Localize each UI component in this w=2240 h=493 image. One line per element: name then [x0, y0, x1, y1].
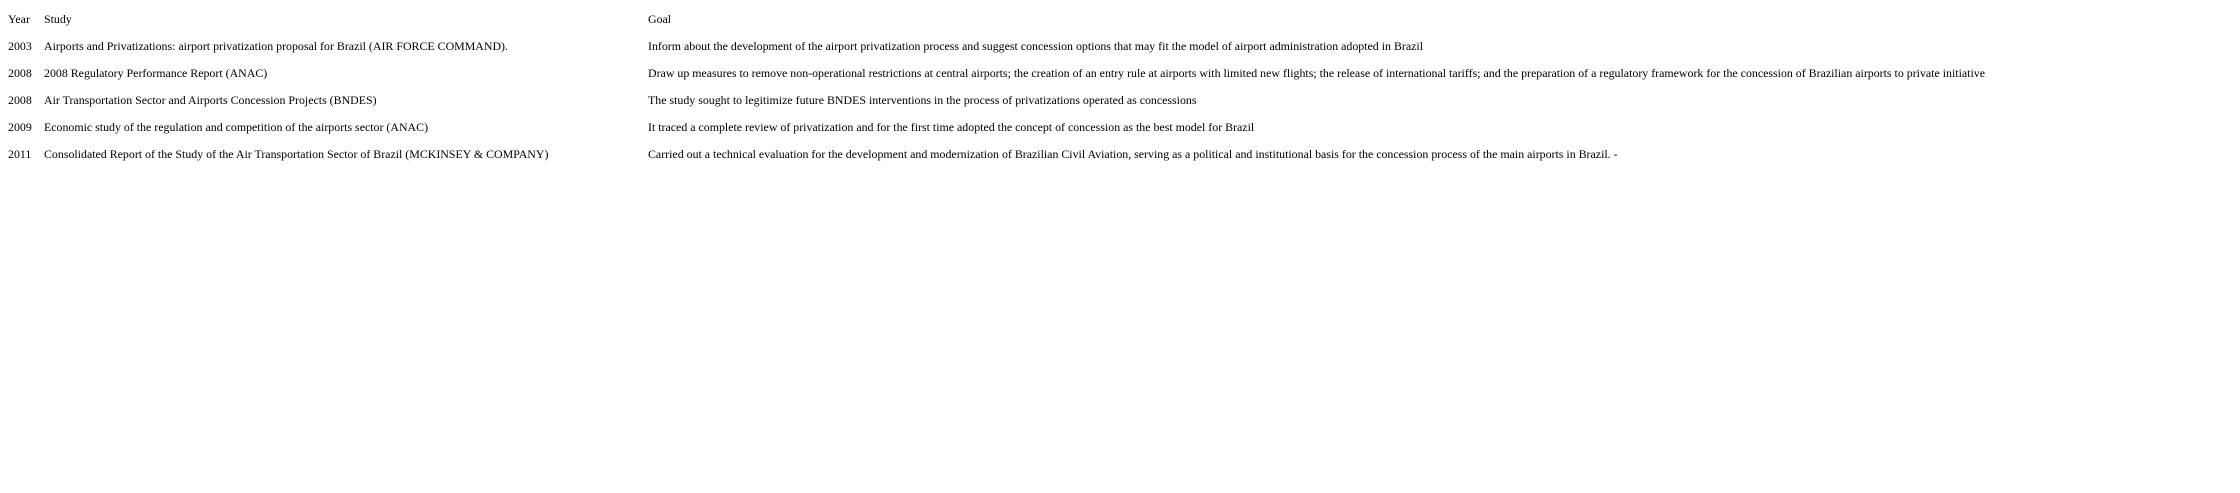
table-row — [0, 93, 2236, 120]
header-year: Year — [8, 12, 30, 26]
table-row — [0, 120, 2236, 147]
header-goal: Goal — [648, 12, 672, 26]
cell-year: 2003 — [8, 39, 32, 53]
table-header — [0, 0, 2236, 39]
cell-year: 2008 — [8, 66, 32, 80]
cell-goal: It traced a complete review of privatization and for the first time adopted the concept of concession as the best model for Brazil — [648, 120, 1255, 134]
cell-study: Airports and Privatizations: airport privatization proposal for Brazil (AIR FORCE COMMAND). — [44, 39, 508, 53]
cell-year: 2011 — [8, 147, 32, 161]
cell-goal: The study sought to legitimize future BNDES interventions in the process of privatizations operated as concessions — [648, 93, 1197, 107]
header-study: Study — [44, 12, 72, 26]
cell-goal: Carried out a technical evaluation for the development and modernization of Brazilian Civil Aviation, serving as a political and institutional basis for the concession process of the main airports in Brazil. - — [648, 147, 1618, 161]
table-row — [0, 66, 2236, 93]
studies-table — [0, 0, 2236, 174]
table-row — [0, 39, 2236, 66]
cell-goal: Draw up measures to remove non-operational restrictions at central airports; the creation of an entry rule at airports with limited new flights; the release of international tariffs; and the preparation of a regulatory framework for the concession of Brazilian airports to private initiative — [648, 66, 1986, 80]
cell-year: 2009 — [8, 120, 32, 134]
cell-study: 2008 Regulatory Performance Report (ANAC) — [44, 66, 268, 80]
cell-study: Consolidated Report of the Study of the Air Transportation Sector of Brazil (MCKINSEY & COMPANY) — [44, 147, 549, 161]
header-row — [0, 0, 2236, 39]
cell-study: Economic study of the regulation and competition of the airports sector (ANAC) — [44, 120, 429, 134]
cell-study: Air Transportation Sector and Airports Concession Projects (BNDES) — [44, 93, 377, 107]
cell-year: 2008 — [8, 93, 32, 107]
cell-goal: Inform about the development of the airport privatization process and suggest concession options that may fit the model of airport administration adopted in Brazil — [648, 39, 1424, 53]
table-row — [0, 147, 2236, 174]
table-body — [0, 39, 2236, 174]
